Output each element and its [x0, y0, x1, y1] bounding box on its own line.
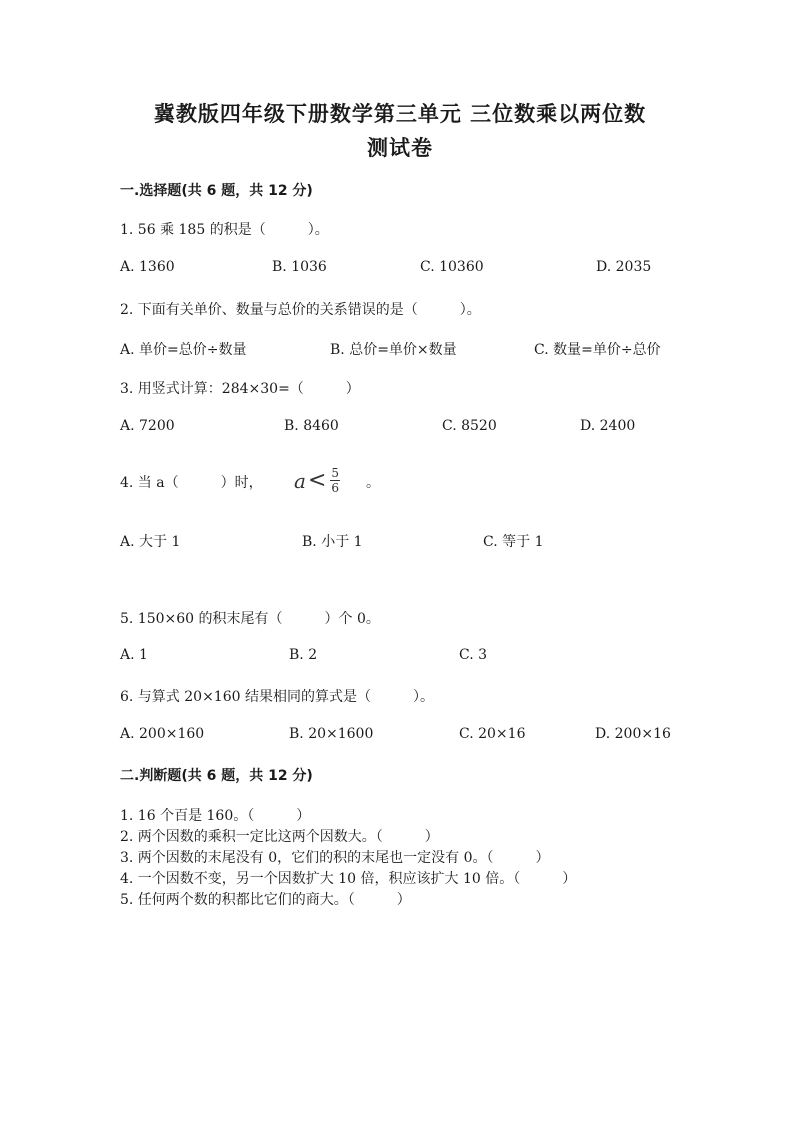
q6-option-c: C. 20×16 — [459, 726, 526, 742]
q1-option-a: A. 1360 — [120, 259, 175, 275]
fraction-numerator: 5 — [331, 466, 340, 480]
section-1-heading: 一.选择题(共 6 题，共 12 分) — [120, 183, 313, 199]
q6-option-d: D. 200×16 — [595, 726, 671, 742]
document-title-line2: 测试卷 — [367, 136, 433, 160]
q3-option-b: B. 8460 — [284, 418, 339, 434]
math-operator: < — [307, 468, 327, 493]
judgement-item-5: 5. 任何两个数的积都比它们的商大。（ ） — [120, 892, 411, 908]
q4-option-c: C. 等于 1 — [483, 534, 544, 550]
question-3: 3. 用竖式计算：284×30=（ ） — [120, 381, 360, 397]
section-2-heading: 二.判断题(共 6 题，共 12 分) — [120, 768, 313, 784]
q2-option-b: B. 总价=单价×数量 — [330, 342, 457, 358]
document-title-line1: 冀教版四年级下册数学第三单元 三位数乘以两位数 — [153, 102, 647, 126]
q3-option-c: C. 8520 — [442, 418, 497, 434]
q5-option-a: A. 1 — [120, 647, 148, 663]
q6-option-a: A. 200×160 — [120, 726, 205, 742]
question-5: 5. 150×60 的积末尾有（ ）个 0。 — [120, 611, 380, 627]
judgement-item-1: 1. 16 个百是 160。（ ） — [120, 808, 311, 824]
q5-option-c: C. 3 — [459, 647, 488, 663]
judgement-item-3: 3. 两个因数的末尾没有 0，它们的积的末尾也一定没有 0。（ ） — [120, 850, 550, 866]
q3-option-d: D. 2400 — [580, 418, 636, 434]
fraction-denominator: 6 — [331, 481, 340, 495]
question-4: 4. 当 a（ ）时， — [120, 475, 263, 491]
q3-option-a: A. 7200 — [120, 418, 175, 434]
q2-option-c: C. 数量=单价÷总价 — [534, 342, 661, 358]
q1-option-b: B. 1036 — [272, 259, 327, 275]
question-4-end: 。 — [366, 475, 380, 491]
judgement-item-4: 4. 一个因数不变，另一个因数扩大 10 倍，积应该扩大 10 倍。（ ） — [120, 871, 577, 887]
math-fraction — [330, 466, 340, 495]
q6-option-b: B. 20×1600 — [289, 726, 374, 742]
math-inequality — [294, 466, 340, 495]
math-variable: a — [294, 468, 306, 493]
q4-option-a: A. 大于 1 — [120, 534, 181, 550]
q1-option-c: C. 10360 — [420, 259, 484, 275]
judgement-item-2: 2. 两个因数的乘积一定比这两个因数大。（ ） — [120, 829, 439, 845]
question-6: 6. 与算式 20×160 结果相同的算式是（ ）。 — [120, 689, 434, 705]
q5-option-b: B. 2 — [289, 647, 318, 663]
question-1: 1. 56 乘 185 的积是（ ）。 — [120, 222, 329, 238]
q4-option-b: B. 小于 1 — [302, 534, 363, 550]
q1-option-d: D. 2035 — [596, 259, 652, 275]
q2-option-a: A. 单价=总价÷数量 — [120, 342, 247, 358]
question-2: 2. 下面有关单价、数量与总价的关系错误的是（ ）。 — [120, 302, 481, 318]
